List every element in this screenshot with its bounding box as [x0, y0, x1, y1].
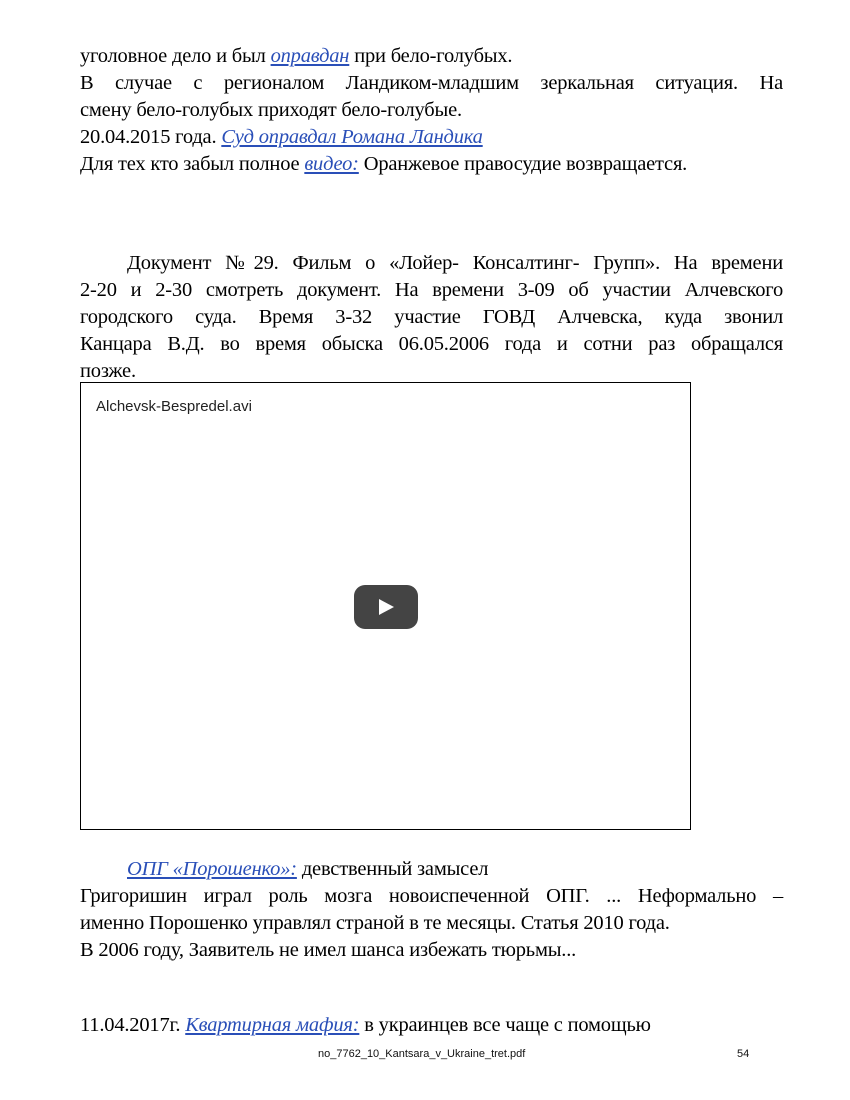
- paragraph-line: Григоришин играл роль мозга новоиспеченной ОПГ. ... Неформально –: [80, 885, 783, 907]
- date-text: 20.04.2015 года.: [80, 126, 222, 148]
- text-span: уголовное дело и был: [80, 45, 271, 67]
- text-block-acquittal: [80, 43, 783, 178]
- paragraph-line: 2-20 и 2-30 смотреть документ. На времени 3-09 об участии Алчевского: [80, 279, 783, 301]
- footer-filename: no_7762_10_Kantsara_v_Ukraine_tret.pdf: [318, 1048, 526, 1060]
- link-acquitted[interactable]: оправдан: [270, 45, 350, 67]
- text-block-document-29: [80, 250, 783, 385]
- paragraph-line: [80, 856, 783, 883]
- paragraph-line: городского суда. Время 3-32 участие ГОВД Алчевска, куда звонил: [80, 306, 783, 328]
- embedded-video-player[interactable]: [80, 382, 691, 830]
- paragraph-line: именно Порошенко управлял страной в те месяцы. Статья 2010 года.: [80, 912, 670, 934]
- link-apartment-mafia[interactable]: Квартирная мафия:: [185, 1014, 360, 1036]
- text-block-apartment-mafia: [80, 1012, 783, 1039]
- link-video[interactable]: видео:: [304, 153, 359, 175]
- text-span: Для тех кто забыл полное: [80, 153, 305, 175]
- paragraph-line: [80, 1012, 783, 1039]
- link-court-acquitted-landik[interactable]: Суд оправдал Романа Ландика: [221, 126, 483, 148]
- paragraph-line: В случае с регионалом Ландиком-младшим зеркальная ситуация. На: [80, 72, 783, 94]
- text-span: при бело-голубых.: [349, 45, 513, 67]
- text-span: в украинцев все чаще с помощью: [359, 1014, 651, 1036]
- paragraph-line: В 2006 году, Заявитель не имел шанса избежать тюрьмы...: [80, 939, 577, 961]
- footer-page-number: 54: [737, 1048, 750, 1060]
- paragraph-line: позже.: [80, 360, 136, 382]
- paragraph-line: смену бело-голубых приходят бело-голубые.: [80, 99, 462, 121]
- paragraph-line: Документ №29. Фильм о «Лойер- Консалтинг- Групп». На времени: [127, 252, 783, 274]
- video-title: Alchevsk-Bespredel.avi: [96, 398, 252, 415]
- paragraph-line: [80, 43, 783, 70]
- text-span: Оранжевое правосудие возвращается.: [358, 153, 688, 175]
- play-icon: [354, 585, 418, 629]
- paragraph-line: Канцара В.Д. во время обыска 06.05.2006 года и сотни раз обращался: [80, 333, 783, 355]
- text-span: девственный замысел: [296, 858, 489, 880]
- paragraph-line: [80, 124, 783, 151]
- play-button[interactable]: [354, 585, 418, 629]
- link-opg-poroshenko[interactable]: ОПГ «Порошенко»:: [127, 858, 297, 880]
- paragraph-line: [80, 151, 783, 178]
- text-block-opg: [80, 856, 783, 964]
- date-text: 11.04.2017г.: [80, 1014, 186, 1036]
